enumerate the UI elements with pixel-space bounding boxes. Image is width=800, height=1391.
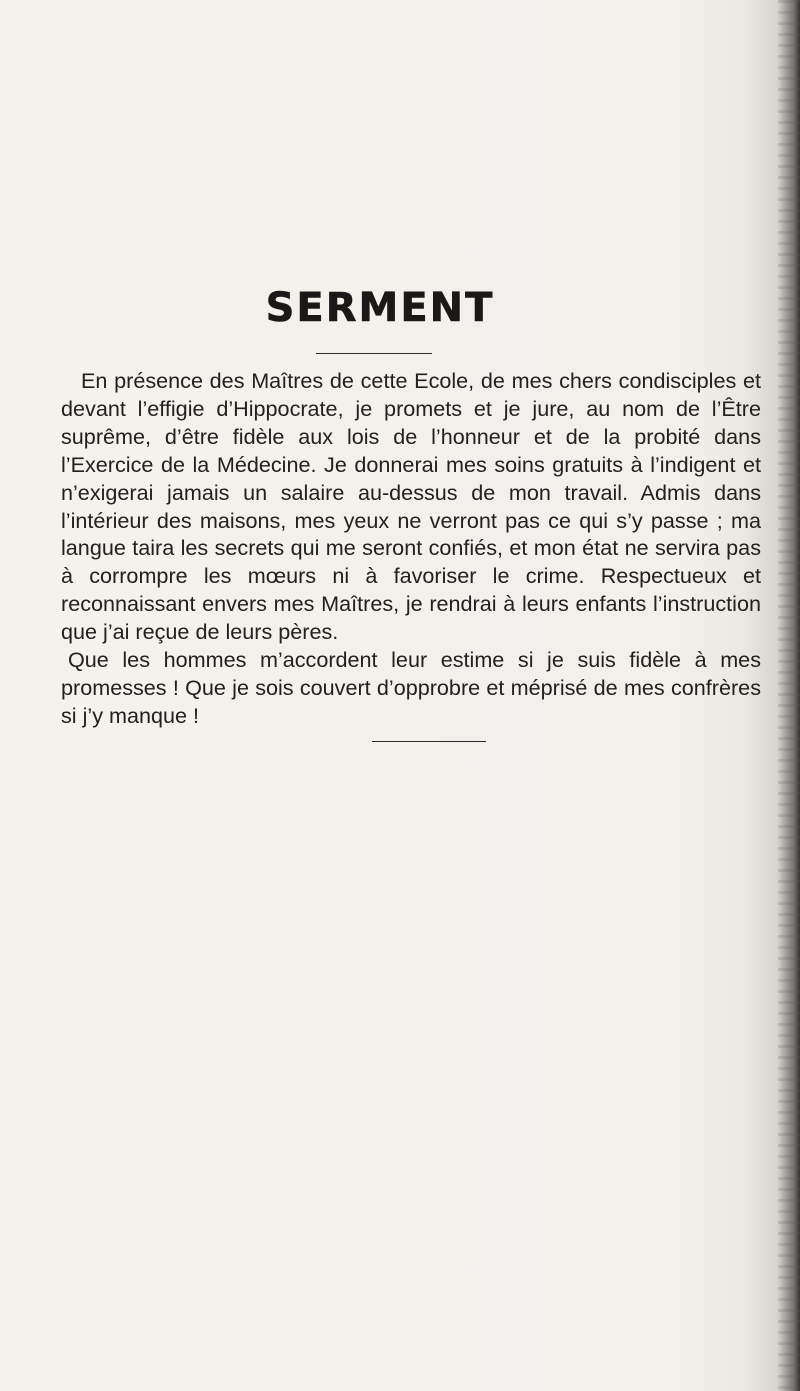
closing-rule (372, 741, 486, 742)
page-binding-edge (778, 0, 800, 1391)
oath-text (61, 367, 761, 730)
document-title: SERMENT (265, 285, 495, 331)
paragraph-closing: Que les hommes m’accordent leur estime si je suis fidèle à mes promesses ! Que je sois couvert d’opprobre et méprisé de mes confrères si j’y manque ! (61, 647, 761, 728)
paragraph-oath: En présence des Maîtres de cette Ecole, de mes chers condisciples et devant l’effigie d’Hippocrate, je promets et je jure, au nom de l’Être suprême, d’être fidèle aux lois de l’honneur et de la probité dans l’Exercice de la Médecine. Je donnerai mes soins gratuits à l’indigent et n’exigerai jamais un salaire au-dessus de mon travail. Admis dans l’intérieur des maisons, mes yeux ne verront pas ce qui s’y passe ; ma langue taira les secrets qui me seront confiés, et mon état ne servira pas à corrompre les mœurs ni à favoriser le crime. Respectueux et reconnaissant envers mes Maîtres, je rendrai à leurs enfants l’instruction que j’ai reçue de leurs pères. (61, 368, 761, 645)
title-rule (316, 353, 432, 354)
